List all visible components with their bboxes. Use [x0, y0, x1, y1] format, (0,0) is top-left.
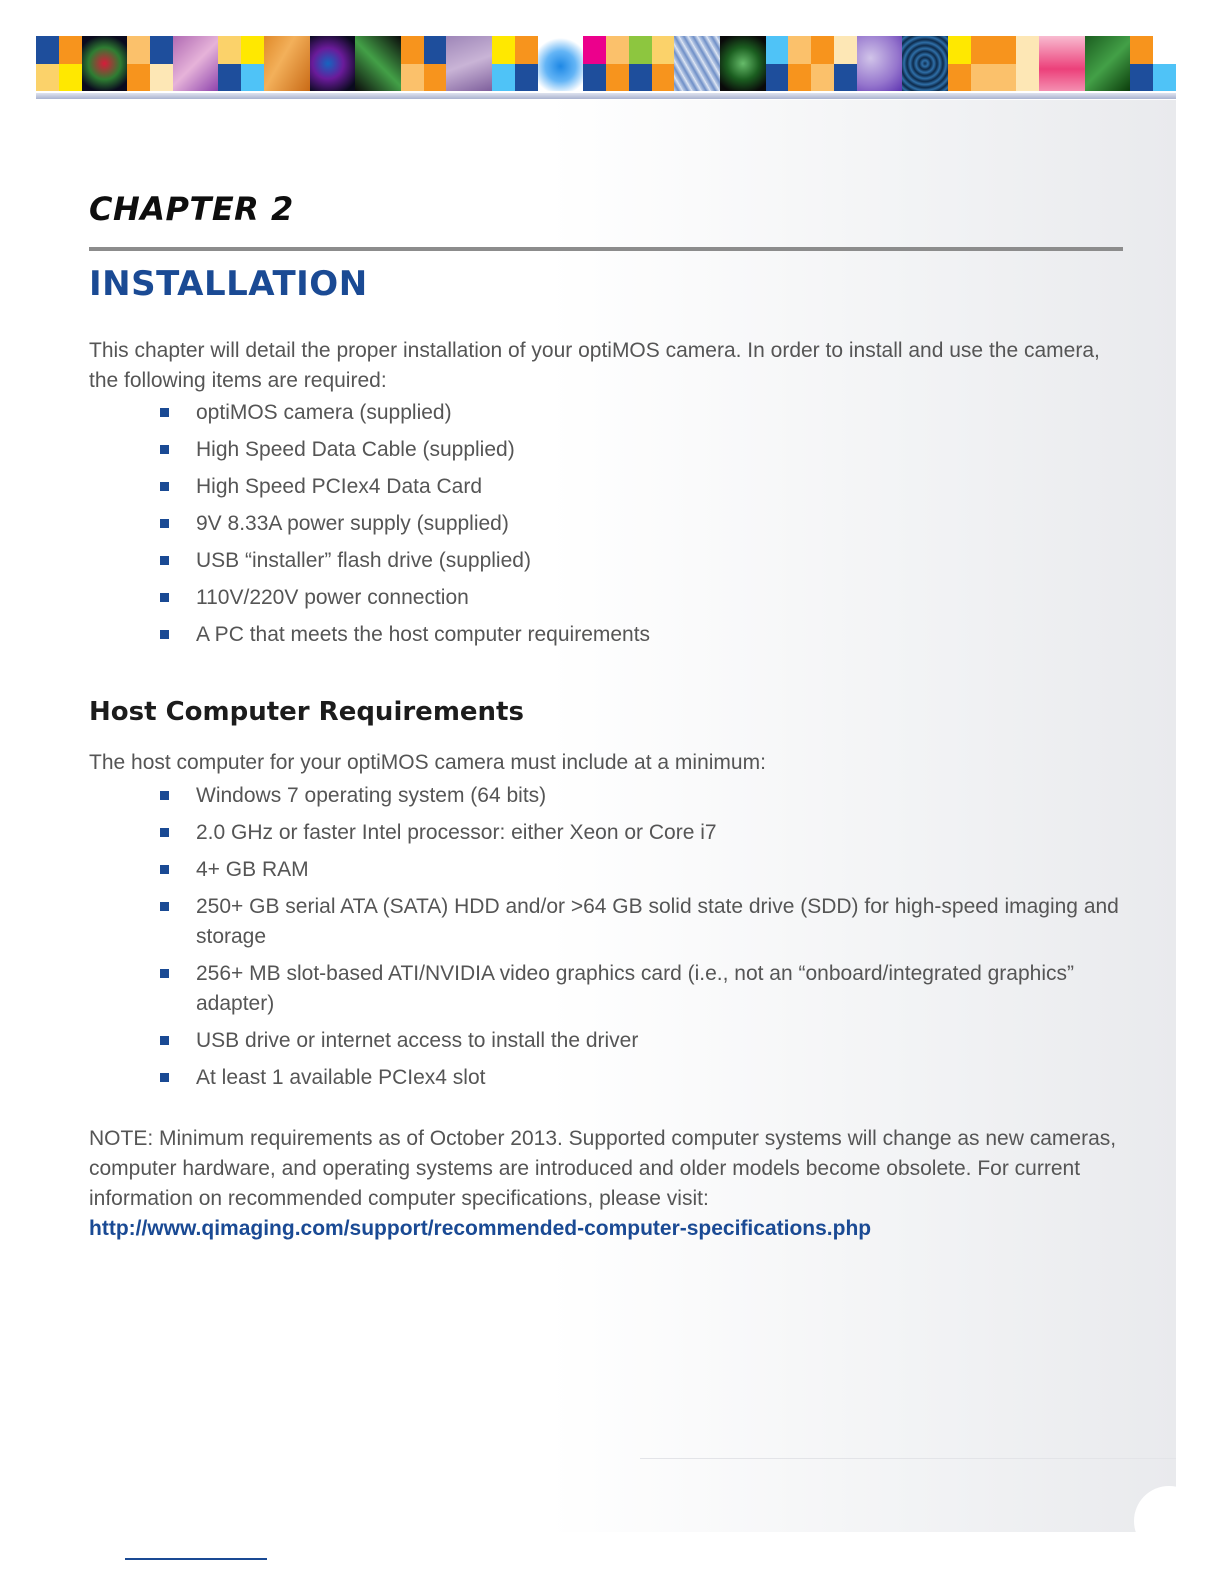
- bullet-square-icon: [160, 445, 169, 454]
- banner-micrograph-tissue: [173, 36, 219, 91]
- banner-micrograph-fibers: [674, 36, 720, 91]
- banner-tile: [127, 36, 173, 91]
- bullet-square-icon: [160, 556, 169, 565]
- list-item: [89, 855, 1123, 885]
- host-requirements-heading: Host Computer Requirements: [89, 697, 524, 727]
- list-item: [89, 959, 1123, 1019]
- list-item-text: Windows 7 operating system (64 bits): [196, 784, 547, 807]
- host-requirements-list: [89, 781, 1123, 1100]
- list-item: [89, 546, 1123, 576]
- list-item: [89, 818, 1123, 848]
- list-item-text: 2.0 GHz or faster Intel processor: either Xeon or Core i7: [196, 821, 717, 844]
- list-item: [89, 781, 1123, 811]
- banner-micrograph-fingerprint: [902, 36, 948, 91]
- bullet-square-icon: [160, 969, 169, 978]
- intro-paragraph: This chapter will detail the proper installation of your optiMOS camera. In order to install and use the camera, the following items are required:: [89, 339, 1100, 392]
- note-paragraph: [89, 1124, 1123, 1244]
- list-item-text: USB “installer” flash drive (supplied): [196, 549, 531, 572]
- list-item-text: 110V/220V power connection: [196, 586, 469, 609]
- note-text: NOTE: Minimum requirements as of October 2013. Supported computer systems will change as new cameras, computer hardware, and operating systems are introduced and older models become obsolete. For current information on recommended computer specifications, please visit:: [89, 1127, 1117, 1210]
- banner-micrograph-orange: [264, 36, 310, 91]
- list-item-text: At least 1 available PCIex4 slot: [196, 1066, 486, 1089]
- list-item-text: 9V 8.33A power supply (supplied): [196, 512, 509, 535]
- bullet-square-icon: [160, 408, 169, 417]
- list-item-text: 250+ GB serial ATA (SATA) HDD and/or >64 GB solid state drive (SDD) for high-speed imaging and storage: [196, 895, 1119, 948]
- required-items-list: [89, 398, 1123, 657]
- list-item: [89, 892, 1123, 952]
- banner-tile: [36, 36, 82, 91]
- list-item-text: High Speed Data Cable (supplied): [196, 438, 515, 461]
- bullet-square-icon: [160, 865, 169, 874]
- chapter-rule: [89, 247, 1123, 251]
- list-item: [89, 472, 1123, 502]
- list-item-text: optiMOS camera (supplied): [196, 401, 452, 424]
- bullet-square-icon: [160, 1036, 169, 1045]
- banner-tile: [766, 36, 812, 91]
- list-item-text: 256+ MB slot-based ATI/NVIDIA video graphics card (i.e., not an “onboard/integrated graphics” adapter): [196, 962, 1075, 1015]
- banner-tile: [629, 36, 675, 91]
- page-title: INSTALLATION: [89, 264, 368, 304]
- banner-micrograph-fluorescent: [310, 36, 356, 91]
- bullet-square-icon: [160, 519, 169, 528]
- list-item-text: USB drive or internet access to install the driver: [196, 1029, 639, 1052]
- footer-rule: [125, 1558, 267, 1560]
- banner-micrograph-violet: [446, 36, 492, 91]
- list-item: [89, 1063, 1123, 1093]
- banner-underline: [36, 93, 1176, 99]
- list-item: [89, 435, 1123, 465]
- banner-micrograph-pink: [1039, 36, 1085, 91]
- banner-tile: [993, 36, 1039, 91]
- header-image-banner: [36, 36, 1176, 91]
- list-item: [89, 583, 1123, 613]
- list-item-text: High Speed PCIex4 Data Card: [196, 475, 482, 498]
- host-intro-paragraph: The host computer for your optiMOS camera must include at a minimum:: [89, 751, 766, 774]
- bullet-square-icon: [160, 630, 169, 639]
- chapter-label: CHAPTER 2: [89, 190, 294, 228]
- banner-tile: [492, 36, 538, 91]
- bullet-square-icon: [160, 1073, 169, 1082]
- banner-tile: [401, 36, 447, 91]
- banner-micrograph-cell: [82, 36, 128, 91]
- banner-micrograph-cells: [720, 36, 766, 91]
- footer-line: [640, 1458, 1176, 1459]
- list-item: [89, 509, 1123, 539]
- bullet-square-icon: [160, 593, 169, 602]
- list-item: [89, 620, 1123, 650]
- page-number-tab: [1134, 1486, 1204, 1556]
- list-item-text: 4+ GB RAM: [196, 858, 309, 881]
- banner-tile: [1130, 36, 1176, 91]
- banner-tile: [583, 36, 629, 91]
- list-item: [89, 1026, 1123, 1056]
- bullet-square-icon: [160, 791, 169, 800]
- banner-micrograph-lilac: [857, 36, 903, 91]
- list-item: [89, 398, 1123, 428]
- bullet-square-icon: [160, 902, 169, 911]
- bullet-square-icon: [160, 828, 169, 837]
- banner-micrograph-green-tissue: [1085, 36, 1131, 91]
- banner-micrograph-blue: [538, 36, 584, 91]
- banner-tile: [218, 36, 264, 91]
- list-item-text: A PC that meets the host computer requirements: [196, 623, 651, 646]
- banner-micrograph-green: [355, 36, 401, 91]
- bullet-square-icon: [160, 482, 169, 491]
- specifications-link[interactable]: http://www.qimaging.com/support/recommended-computer-specifications.php: [89, 1217, 872, 1240]
- banner-tile: [811, 36, 857, 91]
- banner-tile: [948, 36, 994, 91]
